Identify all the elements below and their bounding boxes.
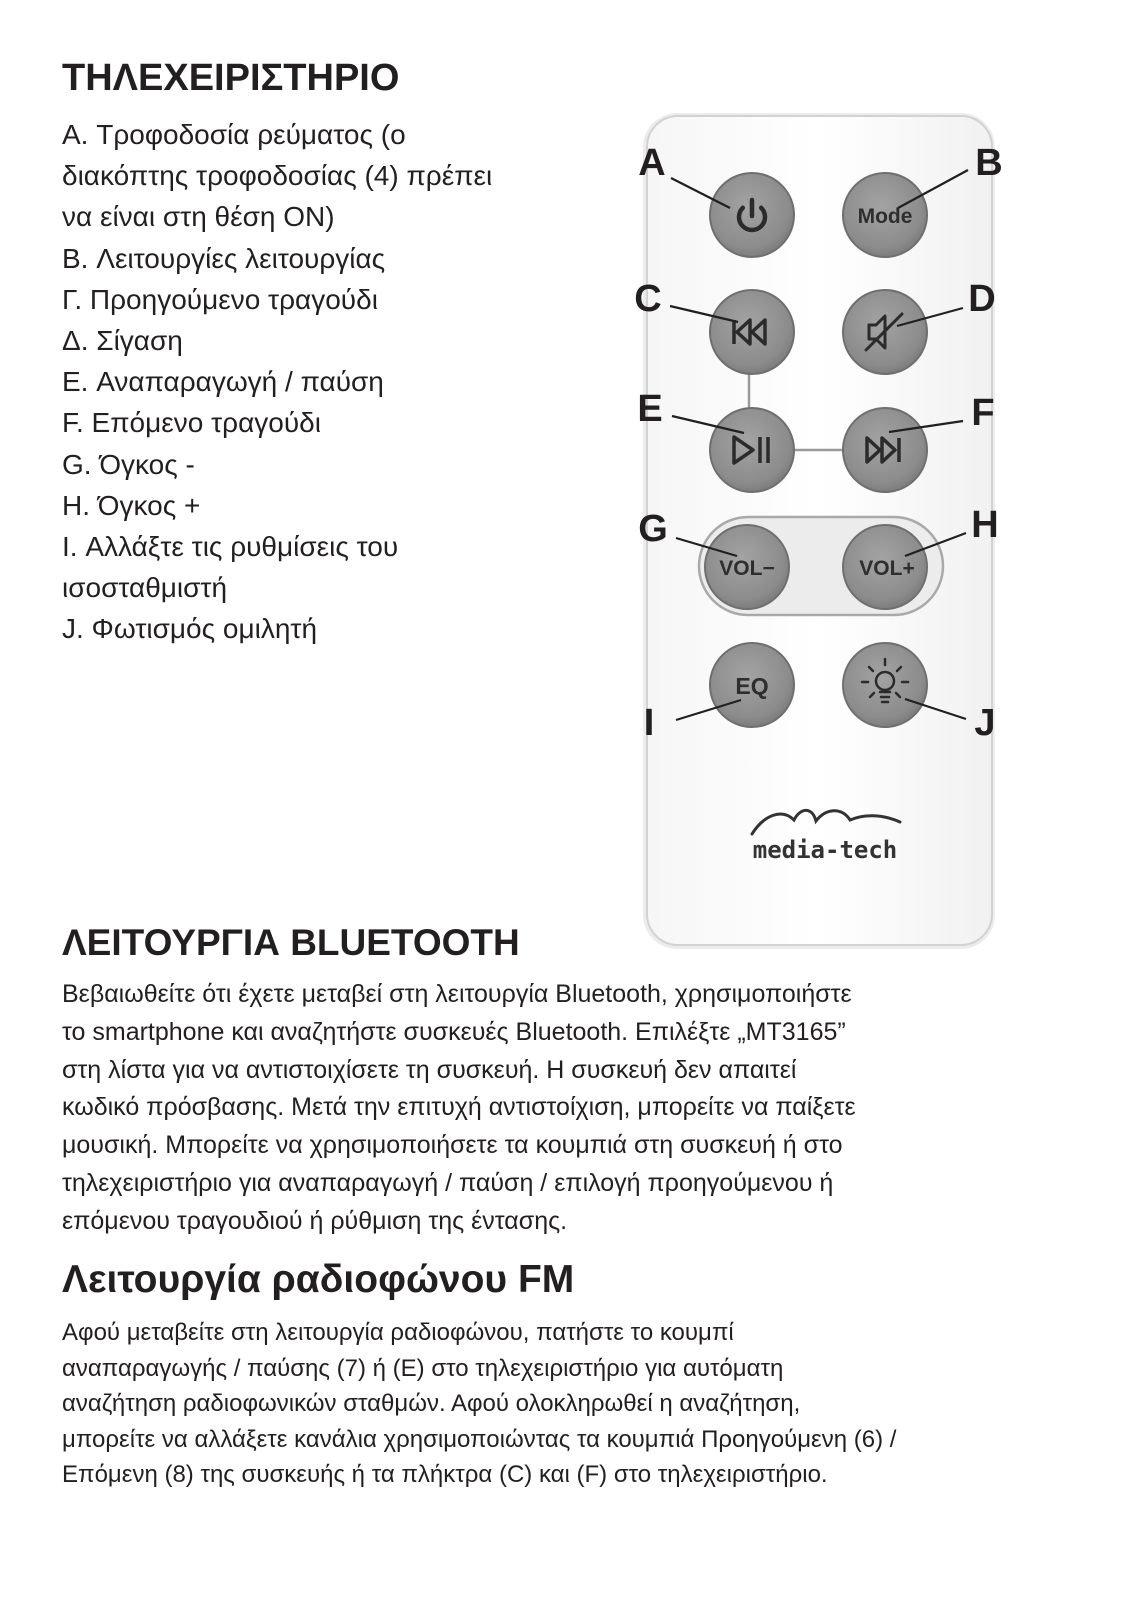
eq-button — [710, 643, 794, 727]
play-pause-button — [710, 408, 794, 492]
next-track-button — [843, 408, 927, 492]
callout-b: B — [975, 142, 1003, 184]
callout-c: C — [634, 278, 662, 320]
remote-legend — [62, 114, 622, 649]
paragraph-line: κωδικό πρόσβασης. Μετά την επιτυχή αντιστοίχιση, μπορείτε να παίξετε — [62, 1093, 856, 1122]
legend-line: Γ. Προηγούμενο τραγούδι — [62, 283, 378, 315]
legend-line: H. Όγκος + — [62, 489, 201, 521]
bluetooth-section-title: ΛΕΙΤΟΥΡΓΙΑ BLUETOOTH — [62, 922, 520, 963]
paragraph-line: επόμενου τραγουδιού ή ρύθμιση της έντασης. — [62, 1206, 568, 1235]
paragraph-line: στη λίστα για να αντιστοιχίσετε τη συσκευή. Η συσκευή δεν απαιτεί — [62, 1055, 797, 1084]
mode-button — [843, 173, 927, 257]
legend-line: G. Όγκος - — [62, 448, 195, 480]
paragraph-line: Αφού μεταβείτε στη λειτουργία ραδιοφώνου, πατήστε το κουμπί — [62, 1319, 734, 1346]
mode-label: Mode — [857, 205, 913, 228]
legend-line: J. Φωτισμός ομιλητή — [62, 613, 318, 645]
mute-button — [843, 290, 927, 374]
callout-a: A — [638, 142, 666, 184]
bluetooth-paragraph — [62, 976, 1062, 1241]
volume-up-label: VOL+ — [859, 557, 915, 580]
callout-j: J — [974, 702, 996, 744]
paragraph-line: Βεβαιωθείτε ότι έχετε μεταβεί στη λειτουργία Bluetooth, χρησιμοποιήστε — [62, 980, 852, 1008]
paragraph-line: μπορείτε να αλλάξετε κανάλια χρησιμοποιώντας τα κουμπιά Προηγούμενη (6) / — [62, 1425, 897, 1453]
legend-line: E. Αναπαραγωγή / παύση — [62, 366, 384, 398]
callout-f: F — [971, 392, 995, 434]
paragraph-line: αναζήτηση ραδιοφωνικών σταθμών. Αφού ολοκληρωθεί η αναζήτηση, — [62, 1390, 801, 1418]
paragraph-line: το smartphone και αναζητήστε συσκευές Bluetooth. Επιλέξτε „MT3165” — [62, 1017, 846, 1046]
fm-paragraph — [62, 1315, 1072, 1493]
callout-i: I — [643, 702, 655, 744]
volume-up-button — [843, 525, 927, 609]
paragraph-line: Επόμενη (8) της συσκευής ή τα πλήκτρα (C) και (F) στο τηλεχειριστήριο. — [62, 1461, 828, 1489]
power-button — [710, 173, 794, 257]
volume-down-button — [705, 525, 789, 609]
logo-text: media-tech — [752, 836, 898, 864]
light-button — [843, 643, 927, 727]
callout-h: H — [971, 504, 999, 546]
legend-line: να είναι στη θέση ON) — [62, 201, 335, 233]
legend-line: F. Επόμενο τραγούδι — [62, 407, 321, 439]
fm-section-title: Λειτουργία ραδιοφώνου FM — [62, 1258, 575, 1301]
paragraph-line: μουσική. Μπορείτε να χρησιμοποιήσετε τα κουμπιά στη συσκευή ή στο — [62, 1131, 843, 1160]
legend-line: A. Τροφοδοσία ρεύματος (ο — [62, 119, 406, 150]
remote-section-title: ΤΗΛΕΧΕΙΡΙΣΤΗΡΙΟ — [62, 57, 400, 99]
volume-down-label: VOL− — [719, 557, 775, 580]
paragraph-line: αναπαραγωγής / παύσης (7) ή (E) στο τηλεχειριστήριο για αυτόματη — [62, 1354, 784, 1382]
legend-line: B. Λειτουργίες λειτουργίας — [62, 242, 386, 274]
eq-label: EQ — [735, 673, 769, 699]
legend-line: διακόπτης τροφοδοσίας (4) πρέπει — [62, 160, 493, 192]
legend-line: Δ. Σίγαση — [62, 324, 183, 356]
legend-line: ισοσταθμιστή — [62, 572, 228, 604]
callout-e: E — [637, 388, 663, 430]
callout-g: G — [638, 508, 668, 550]
callout-d: D — [968, 278, 996, 320]
legend-line: I. Αλλάξτε τις ρυθμίσεις του — [62, 530, 399, 562]
paragraph-line: τηλεχειριστήριο για αναπαραγωγή / παύση / επιλογή προηγούμενου ή — [62, 1168, 834, 1197]
previous-track-button — [710, 290, 794, 374]
remote-control-illustration — [620, 100, 1020, 970]
